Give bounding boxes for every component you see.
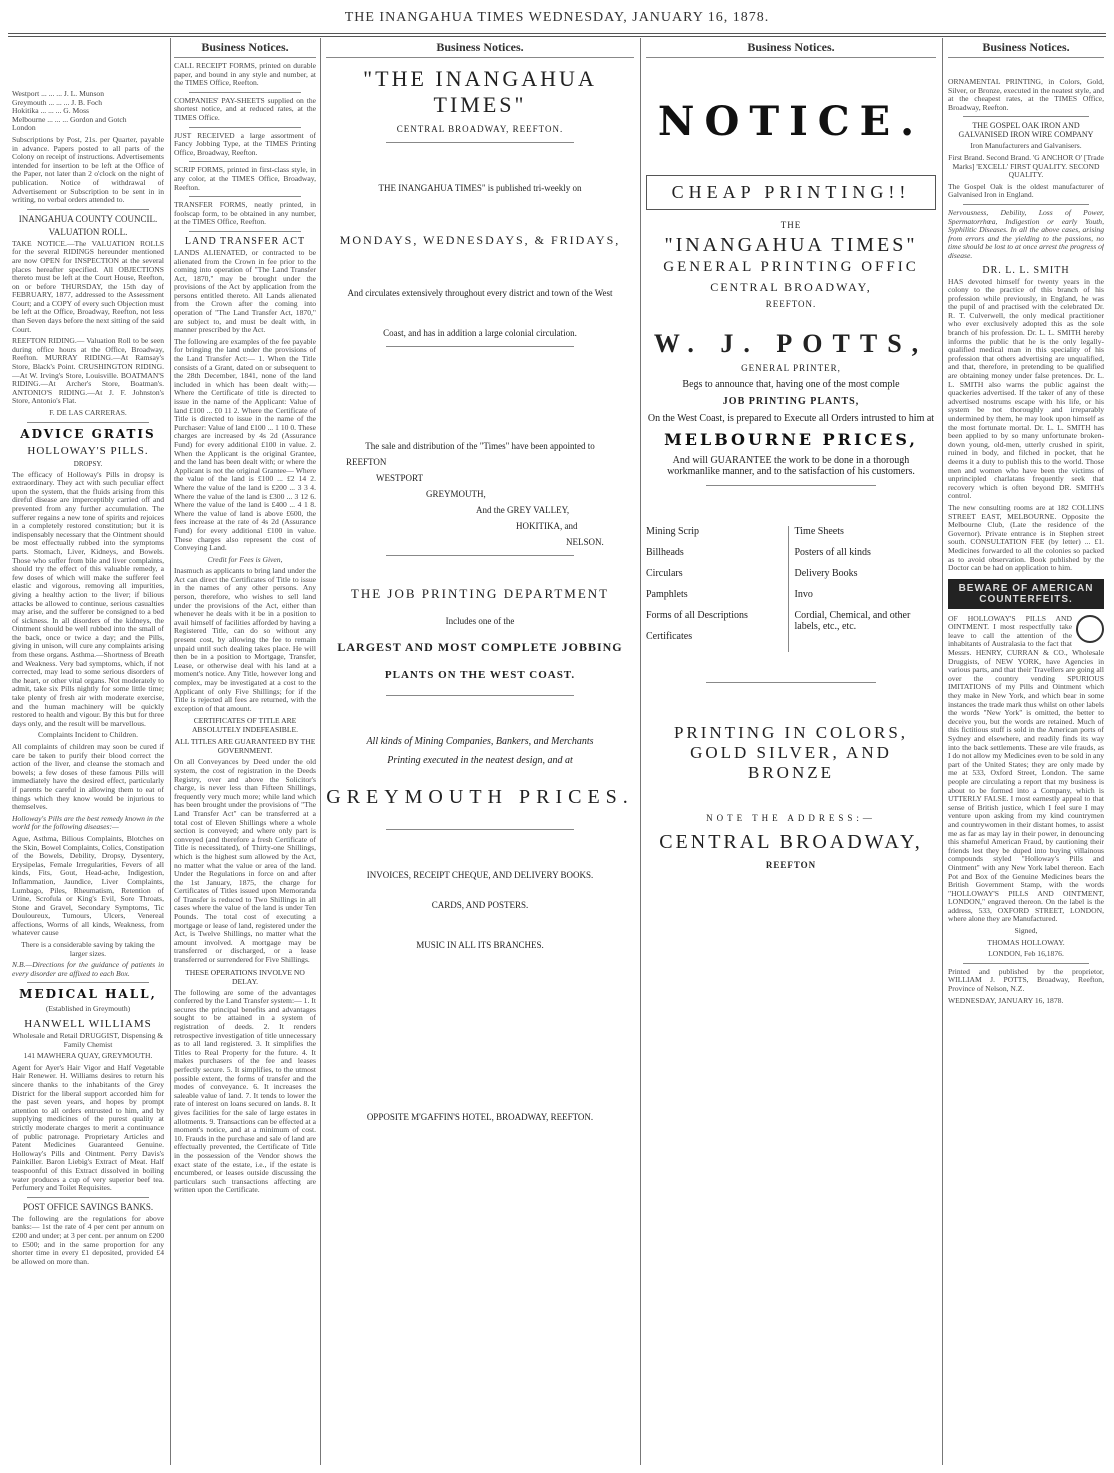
circulation-text: And circulates extensively throughout every district and town of the West xyxy=(347,288,613,298)
footer-date: WEDNESDAY, JANUARY 16, 1878. xyxy=(948,995,1064,1005)
reefton-text: REEFTON. xyxy=(765,299,817,309)
printer-text: GENERAL PRINTER, xyxy=(741,363,841,373)
pills-body: The efficacy of Holloway's Pills in dropsy is extraordinary. They act with such peculiar effect upon the system, that the fluids arising from this direful disease are imperceptibly carried off and prevented from any further accumulation. The sufferer regains a new tone of spirits and rejoices in a completely restored constitution; but it is indispensably necessary that the Ointment should be most effectually rubbed into the symptoms parts. Stomach, Liver, Kidneys, and Bowels. Those who suffer from bile and liver complaints, should try the effect of this valuable remedy, a few doses of which will make the sufferer feel elastic and vigorous, removing all impurities, giving a healthy action to the liver; if bilious attacks be allowed to continue, serious casualties may arise, and the sufferer be consigned to a bed of sickness. In all disorders of the kidneys, the Ointment should be well rubbed into the small of the back, once or twice a day; and the Pills, giving in unison, will cure any complaints arising from these organs. Asthma.—Shortness of Breath and Weakness. Very bad symptoms, which, if not corrected, may lead to some serious disorders of the heart, or other vital organs. Not moderately to admit, take six Pills nightly for some little time; take plenty of fresh air with moderate exercise, and the human machinery will be quickly restored to health and vigour. By this but for three days only, and the result will be marvellous. xyxy=(12,469,164,728)
paper-address: CENTRAL BROADWAY, REEFTON. xyxy=(396,124,564,134)
ridings-text: REEFTON RIDING.— Valuation Roll to be seen during office hours at the Office, Broadway, Reefton. MURRAY RIDING.—At Ramsay's Store, Black's Point. CRUSHINGTON RIDING.—At W. Irving's Store, Louisville. BOATMAN'S RIDING.—At Archer's Store, Boatman's. ANTONIO'S RIDING.—At J. F. Johnston's Store, Antonio's Flat. xyxy=(12,336,164,406)
post-office-heading: POST OFFICE SAVINGS BANKS. xyxy=(22,1201,154,1212)
trade-mark-seal-icon xyxy=(1076,615,1104,643)
potts-name: W. J. POTTS, xyxy=(653,329,929,358)
publication-text: THE INANGAHUA TIMES" is published tri-weekly on xyxy=(378,183,582,193)
includes-text: Includes one of the xyxy=(445,616,515,626)
agent-line: Hokitika ... ... ... G. Moss xyxy=(12,106,89,116)
kinds-text: All kinds of Mining Companies, Bankers, and Merchants xyxy=(366,736,594,747)
medical-established: (Established in Greymouth) xyxy=(45,1004,131,1014)
agent-line: Greymouth ... ... ... J. B. Foch xyxy=(12,97,103,107)
divider xyxy=(27,209,149,210)
terms-text: Subscriptions by Post, 21s. per Quarter, payable in advance. Papers posted to all parts of the Colony on receipt of instructions. Advertisements intended for insertion to be left at the Office of the Paper, not later than 2 o'clock on the night of publication. Notice of withdrawal of Advertisement or Subscription to be sent in in writing, no verbal orders attended to. xyxy=(12,134,164,205)
agent-line: Melbourne ... ... ... Gordon and Gotch xyxy=(12,114,127,124)
column-1 xyxy=(12,40,164,1465)
divider xyxy=(386,555,574,556)
service-item: Delivery Books xyxy=(794,568,858,579)
remedy-heading: Holloway's Pills are the best remedy known in the world for the following diseases:— xyxy=(12,813,164,832)
hanwell-address: 141 MAWHERA QUAY, GREYMOUTH. xyxy=(23,1051,153,1061)
paper-title: "THE INANGAHUA TIMES" xyxy=(363,66,597,117)
agent-line: London xyxy=(12,123,36,133)
job-department: THE JOB PRINTING DEPARTMENT xyxy=(350,586,610,601)
place-item: GREYMOUTH, xyxy=(426,489,486,499)
guarantee-heading: ALL TITLES ARE GUARANTEED BY THE GOVERNMENT. xyxy=(174,737,316,756)
hanwell-body: Agent for Ayer's Hair Vigor and Half Vegetable Hair Renewer. H. Williams desires to return his sincere thanks to the inhabitants of the Grey District for the liberal support accorded him for the past seven years, and hopes by prompt attention to all orders entrusted to him, and by supplying medicines of the purest quality at strictly moderate charges to merit a continuance of public patronage. Proprietary Articles and Patent Medicines Guaranteed Genuine. Holloway's Pills and Ointment. Perry Davis's Painkiller. Baron Liebig's Extract of Meat. Half teaspoonful of this Extract dissolved in boiling water produces a cup of very superior beef tea. Perfumery and Toilet Requisites. xyxy=(12,1062,164,1193)
column-2 xyxy=(174,40,316,1465)
divider xyxy=(963,204,1089,205)
service-item: Invo xyxy=(794,589,813,600)
remedy-nb: N.B.—Directions for the guidance of patients in every disorder are affixed to each Box. xyxy=(12,960,164,978)
place-item: And the GREY VALLEY, xyxy=(476,505,570,515)
music-text: MUSIC IN ALL ITS BRANCHES. xyxy=(416,940,544,950)
service-item: Posters of all kinds xyxy=(794,547,871,558)
prepared-text: On the West Coast, is prepared to Execute all Orders intrusted to him at xyxy=(647,413,935,424)
smith-body: HAS devoted himself for twenty years in the colony to the practice of this branch of his profession while previously, in England, he was the pupil of and practised with the celebrated Dr. R. T. Culverwell, the only medical practitioner who ever exclusively adopted this as the sole branch of his profession. Dr. L. L. SMITH hereby informs the public that he is the only legally-qualified medical man in this speciality of his profession that others advertising are unqualified, and that, therefore, in pretending to be qualified are obtaining money under false pretences. Dr. L. L. SMITH also warns the public against the quackeries advertised. If the taker of any of these advertised nostrums escape with his life, or his system be not thoroughly and irreparably undermined by them, he may look upon himself as the most fortunate mortal. Dr. L. L. SMITH has been applied to by so many unfortunate broken-down young, old-men, utterly crushed in spirit, ruined in body, and filched in pocket, that he deems it a duty to publish this to the world. Those men and women who have been the victims of unprincipled charlatans frequently seek that recovery which is often beyond DR. SMITH's control. xyxy=(948,276,1104,501)
divider xyxy=(386,346,574,347)
cheap-printing: CHEAP PRINTING!! xyxy=(646,175,936,210)
column-rule xyxy=(640,38,641,1465)
land-body: LANDS ALIENATED, or contracted to be alienated from the Crown in fee prior to the coming into operation of "The Land Transfer Act, 1870," may be brought under the provisions of the Act by application from the persons entitled thereto. All Lands alienated from the Crown after the coming into operation of "The Land Transfer Act, 1870," are subject to, and must be dealt with, in manner prescribed by the Act. xyxy=(174,247,316,335)
divider xyxy=(189,127,301,128)
divider xyxy=(189,196,301,197)
divider xyxy=(386,142,574,143)
gospel-oak-brands: First Brand. Second Brand. 'G ANCHOR O' [Trade Marks] 'EXCELL' FIRST QUALITY. SECOND QUALITY. xyxy=(948,152,1104,180)
column-header: Business Notices. xyxy=(948,40,1104,58)
notice-item: TRANSFER FORMS, neatly printed, in foolscap form, to be obtained in any number, at the TIMES Office, Reefton. xyxy=(174,200,316,227)
greymouth-prices: GREYMOUTH PRICES. xyxy=(326,786,634,808)
plants-text: JOB PRINTING PLANTS, xyxy=(722,396,860,407)
land-transfer-heading: LAND TRANSFER ACT xyxy=(184,235,306,247)
smith-address: The new consulting rooms are at 182 COLLINS STREET EAST, MELBOURNE. Opposite the Melbourne Club, (Late the residence of the Governor). Private entrance is in Stephen street south. CONSULTATION FEE (by letter) ... £1. Medicines forwarded to all the colonies so packed as to avoid observation. Book published by the Doctor can be had on application to him. xyxy=(948,502,1104,573)
divider xyxy=(27,422,149,423)
the-text: THE xyxy=(780,220,802,230)
remedy-note: There is a considerable saving by taking the larger sizes. xyxy=(21,940,155,958)
note-address: NOTE THE ADDRESS:— xyxy=(706,813,876,823)
holloway-body xyxy=(948,615,1104,924)
nervousness-text: Nervousness, Debility, Loss of Power, Spermatorrhœa, Indigestion or early Youth, Syphilitic Diseases. In all the above cases, arising from errors and the yielding to the passions, no time should be lost to at once arrest the progress of disease. xyxy=(948,207,1104,260)
general-printing: GENERAL PRINTING OFFIC xyxy=(663,259,919,275)
signature: F. DE LAS CARRERAS. xyxy=(49,408,127,417)
holloway-text: OF HOLLOWAY'S PILLS AND OINTMENT. I most respectfully take leave to call the attention of the inhabitants of Australasia to the fact that Messrs. HENRY, CURRAN & CO., Wholesale Druggists, of NEW YORK, have Agencies in various parts, and that their Travellers are going all over the country vending SPURIOUS IMITATIONS of my Pills and Ointment which they make in New York, and which bear in some instances the trade mark thus whilst on other labels the words "New York" is omitted, the better to deceive you, but the words are retained. Much of this fictitious stuff is sold in the American ports of Sydney and elsewhere, and readily finds its way into the back settlements. These are vile frauds, as I do not allow my Medicines even to be sold in any part of the United States; they are only made by me at 533, Oxford Street, London. The same people are circulating a report that my business is about to be formed into a Company, which is UTTERLY FALSE. I most earnestly appeal to that sense of British justice, which I feel sure I may venture upon asking from my kind countrymen and countrywomen in their distant homes, to assist me as far as may lay in their power, in denouncing this shameful American Fraud, by cautioning their friends lest they be duped into buying villainous compounds styled "Holloway's Pills and Ointment" with any New York label thereon. Each Pot and Box of the Genuine Medicines bears the British Government Stamp, with the words "HOLLOWAY'S PILLS AND OINTMENT, LONDON," engraved thereon. On the label is the address, 533, OXFORD STREET, LONDON, where alone they are Manufactured. xyxy=(948,613,1104,924)
dropsy-heading: DROPSY. xyxy=(73,459,103,468)
beware-banner: BEWARE OF AMERICAN COUNTERFEITS. xyxy=(948,579,1104,609)
executed-text: Printing executed in the neatest design, and at xyxy=(387,755,573,766)
reefton-2: REEFTON xyxy=(765,860,817,870)
certificates-heading: CERTIFICATES OF TITLE ARE ABSOLUTELY INDEFEASIBLE. xyxy=(191,716,299,735)
fees-body: The following are examples of the fee payable for bringing the land under the provisions of the Land Transfer Act:— 1. When the Title consists of a Grant, dated on or subsequent to the 28th December, 1841, none of the land included in which has been dealt with;— Where the Certificate of title is directed to issue in the name of the Applicant: Value of land £100 ... £0 11 2. Where the Certificate of Title is directed to issue in the name of the Purchaser: Value of land £100 ... 1 10 0. These charges are increased by 4s 2d (Assurance Fund) for every additional £100 in value. 2. When the Applicant is the original Grantee, and the land has been dealt with; or where the Applicant is not the original Grantee— Where the value of the land is £100 ... £2 14 2. Where the value of the land is £200 ... 3 3 4. Where the value of the land is £300 ... 3 12 6. Where the value of the land is £400 ... 4 1 8. Where the value of land is above £600, the fees increase at the rate of 4s 2d (Assurance Fund) for every additional £100 in value. These charges also represent the cost of Conveying Land. xyxy=(174,336,316,553)
divider xyxy=(386,695,574,696)
council-title: INANGAHUA COUNTY COUNCIL. xyxy=(18,213,158,224)
divider xyxy=(27,1197,149,1198)
notice-item: COMPANIES' PAY-SHEETS supplied on the shortest notice, and at reduced rates, at the TIMES Office. xyxy=(174,95,316,122)
column-rule xyxy=(942,38,943,1465)
printed-by: Printed and published by the proprietor, WILLIAM J. POTTS, Broadway, Reefton, Province of Nelson, N.Z. xyxy=(948,966,1104,994)
hanwell-heading: HANWELL WILLIAMS xyxy=(24,1018,152,1031)
central-broadway-2: CENTRAL BROADWAY, xyxy=(659,831,923,853)
begs-text: Begs to announce that, having one of the most comple xyxy=(682,379,900,390)
central-broadway: CENTRAL BROADWAY, xyxy=(710,280,872,294)
service-item: Time Sheets xyxy=(794,526,844,537)
service-item: Cordial, Chemical, and other labels, etc., etc. xyxy=(794,610,911,632)
plants-text: PLANTS ON THE WEST COAST. xyxy=(384,669,576,681)
divider xyxy=(189,92,301,93)
divider xyxy=(27,982,149,983)
notice-item: JUST RECEIVED a large assortment of Fancy Jobbing Type, at the TIMES Printing Office, Broadway, Reefton. xyxy=(174,130,316,157)
gospel-oak-heading: THE GOSPEL OAK IRON AND GALVANISED IRON WIRE COMPANY xyxy=(958,121,1094,140)
column-rule xyxy=(170,38,171,1465)
service-item: Billheads xyxy=(646,547,684,558)
column-header: Business Notices. xyxy=(646,40,936,58)
operations-body: The following are some of the advantages conferred by the Land Transfer system:— 1. It secures the principal benefits and advantages sought to be attained in a system of registration of deeds. 2. It renders retrospective investigation of title unnecessary as to all land registered. 3. It simplifies the Titles to Real Property for the future. 4. It makes purchasers of the fee and leases perfectly secure. 5. It simplifies, to the utmost possible extent, the forms of transfer and the modes of conveyance. 6. It increases the saleable value of land. 7. It tends to lower the rate of interest on loans secured on lands. 8. It gives facilities for the sale of large estates in allotments. 9. Transactions can be effected at a moment's notice, and at a minimum of cost. 10. Frauds in the purchase and sale of land are effectually prevented, the Certificate of Title in the possession of the Vendor shows the exact state of the estate, i.e., if the estate is encumbered, or leases outside discussing the particulars such transactions affecting are written upon the Certificate. xyxy=(174,987,316,1195)
melbourne-prices: MELBOURNE PRICES, xyxy=(664,430,918,449)
service-item: Circulars xyxy=(646,568,683,579)
circulation-text-2: Coast, and has in addition a large colonial circulation. xyxy=(383,328,577,338)
services-list xyxy=(646,526,936,652)
credit-heading: Credit for Fees is Given, xyxy=(207,554,283,564)
column-5 xyxy=(948,40,1104,1465)
times-title: "INANGAHUA TIMES" xyxy=(664,234,918,256)
pills-heading: HOLLOWAY'S PILLS. xyxy=(27,444,149,457)
divider xyxy=(963,963,1089,964)
post-office-body: The following are the regulations for above banks:— 1st the rate of 4 per cent per annum on £200 and under; at 3 per cent. per annum on £200 to £500; and in the same proportion for any shorter time in every £1 deposited, provided £4 be allowed on more than. xyxy=(12,1213,164,1266)
service-item: Forms of all Descriptions xyxy=(646,610,748,621)
agents-list xyxy=(12,90,164,133)
column-rule xyxy=(320,38,321,1465)
children-heading: Complaints Incident to Children. xyxy=(38,730,138,740)
colors-text: PRINTING IN COLORS, GOLD SILVER, AND BRONZE xyxy=(673,723,909,782)
divider xyxy=(706,682,876,683)
invoices-text: INVOICES, RECEIPT CHEQUE, AND DELIVERY BOOKS. xyxy=(366,870,594,880)
london-date: LONDON, Feb 16,1876. xyxy=(988,949,1064,959)
credit-body: Inasmuch as applicants to bring land under the Act can direct the Certificates of Title to issue in the names of any other persons. Any person, therefore, who wishes to sell land under the provisions of the Act, either than whenever he deals with it be in a position to avail himself of facilities afforded by having a Registered Title, can do so without any present cost, by allowing the fee to remain unpaid until such dealing takes place. He will then be in a position to Mortgage, Transfer, Lease, or otherwise deal with his land at a moment's notice. Any Title, however long and complex, may be investigated at a cost to the Applicant of only Five Shillings; for if the Title is rejected all fees are returned, with the exception of that amount. xyxy=(174,566,316,713)
column-header: Business Notices. xyxy=(326,40,634,58)
opposite-text: OPPOSITE M'GAFFIN'S HOTEL, BROADWAY, REEFTON. xyxy=(366,1112,594,1122)
publication-days: MONDAYS, WEDNESDAYS, & FRIDAYS, xyxy=(339,233,621,247)
thomas-holloway: THOMAS HOLLOWAY. xyxy=(987,937,1065,947)
guarantee-text: And will GUARANTEE the work to be done in a thorough workmanlike manner, and to the satisfaction of his customers. xyxy=(667,455,915,477)
service-item: Pamphlets xyxy=(646,589,688,600)
services-right xyxy=(788,526,937,652)
agent-line: Westport ... ... ... J. L. Munson xyxy=(12,89,104,98)
remedy-list: Ague, Asthma, Bilious Complaints, Blotches on the Skin, Bowel Complaints, Colics, Constipation of the Bowels, Debility, Dropsy, Dysentery, Erysipelas, Female Irregularities, Fevers of all kinds, Fits, Gout, Head-ache, Indigestion, Inflammation, Jaundice, Liver Complaints, Lumbago, Piles, Rheumatism, Retention of Urine, Scrofula or King's Evil, Sore Throats, Stone and Gravel, Secondary Symptoms, Tic Douloureux, Tumours, Ulcers, Venereal affections, Worms of all kinds, Weakness, from whatever cause xyxy=(12,833,164,938)
column-4 xyxy=(646,40,936,1465)
signed-text: Signed, xyxy=(1014,926,1038,936)
roll-title: VALUATION ROLL. xyxy=(48,226,128,237)
agents-intro: The sale and distribution of the "Times" have been appointed to xyxy=(365,441,595,451)
divider xyxy=(189,231,301,232)
divider xyxy=(706,485,876,486)
column-3 xyxy=(326,40,634,1465)
place-item: WESTPORT xyxy=(376,473,423,483)
advice-heading: ADVICE GRATIS xyxy=(20,426,156,441)
service-item: Mining Scrip xyxy=(646,526,700,537)
service-item: Certificates xyxy=(646,631,693,642)
notice-heading: NOTICE. xyxy=(657,98,925,145)
divider xyxy=(189,161,301,162)
gospel-oak-sub: Iron Manufacturers and Galvanisers. xyxy=(970,141,1082,151)
roll-body: TAKE NOTICE.—The VALUATION ROLLS for the several RIDINGS hereunder mentioned are now OPEN for INSPECTION at the several places hereafter specified. All OBJECTIONS thereto must be left at the Court House, Reefton, on or before THURSDAY, the 15th day of FEBRUARY, 1877, addressed to the Assessment Court; and a COPY of every such Objection must be left at the Office, Broadway, Reefton, not less than Seven days before the next sitting of the said Court. xyxy=(12,238,164,334)
largest-text: LARGEST AND MOST COMPLETE JOBBING xyxy=(337,640,623,654)
smith-heading: DR. L. L. SMITH xyxy=(982,264,1070,276)
notice-item: CALL RECEIPT FORMS, printed on durable paper, and bound in any style and number, at the TIMES Office, Reefton. xyxy=(174,61,316,88)
divider xyxy=(963,116,1089,117)
masthead-rule xyxy=(8,33,1106,34)
divider xyxy=(386,829,574,830)
column-header: Business Notices. xyxy=(174,40,316,58)
services-left xyxy=(646,526,788,652)
ornamental-text: ORNAMENTAL PRINTING, in Colors, Gold, Silver, or Bronze, executed in the neatest style, and at the cheapest rates, at the TIMES Office, Broadway, Reefton. xyxy=(948,77,1104,112)
masthead: THE INANGAHUA TIMES WEDNESDAY, JANUARY 16, 1878. xyxy=(344,10,770,25)
place-item: REEFTON xyxy=(346,457,387,467)
children-body: All complaints of children may soon be cured if care be taken to purify their blood correct the action of the liver, and cleanse the stomach and bowels; a few doses of these famous Pills will immediately have the desired effect, particularly if parents be careful in allowing them to eat of things which they know would be injurious to themselves. xyxy=(12,742,164,812)
masthead-rule-2 xyxy=(8,36,1106,37)
place-item: NELSON. xyxy=(566,537,604,547)
gospel-oak-body: The Gospel Oak is the oldest manufacturer of Galvanised Iron in England. xyxy=(948,181,1104,200)
guarantee-body: On all Conveyances by Deed under the old system, the cost of registration in the Deeds Registry, over and above the Solicitor's charge, is never less than Fifteen Shillings, frequently very much more; while land which has been brought under the provisions of "The Land Transfer Act" can be transferred at a total cost of Eleven Shillings where a whole section is conveyed; and where only part is conveyed (and therefore a fresh Certificate of Title is necessitated), of Thirty-one Shillings, which is the highest sum allowed by the Act, no matter what the value or area of the land. Under the Regulations in force on and after the 1st January, 1875, the charge for Certificates of Titles issued upon Memoranda of Transfer is reduced to Two Shillings in all cases where the value of the land is under Ten Pounds. The total cost of executing a mortgage or lease of land, registered under the Act, is Twelve Shillings, no matter what the amount involved. A mortgage may be transferred or discharged, or a lease transferred or surrendered for Five Shillings. xyxy=(174,757,316,965)
hanwell-subtitle: Wholesale and Retail DRUGGIST, Dispensing & Family Chemist xyxy=(12,1031,164,1049)
cards-text: CARDS, AND POSTERS. xyxy=(431,900,529,910)
operations-heading: THESE OPERATIONS INVOLVE NO DELAY. xyxy=(185,967,305,986)
place-item: HOKITIKA, and xyxy=(516,521,578,531)
medical-hall-heading: MEDICAL HALL, xyxy=(19,987,157,1002)
notice-item: SCRIP FORMS, printed in first-class style, in any color, at the TIMES Office, Broadway, Reefton. xyxy=(174,165,316,192)
